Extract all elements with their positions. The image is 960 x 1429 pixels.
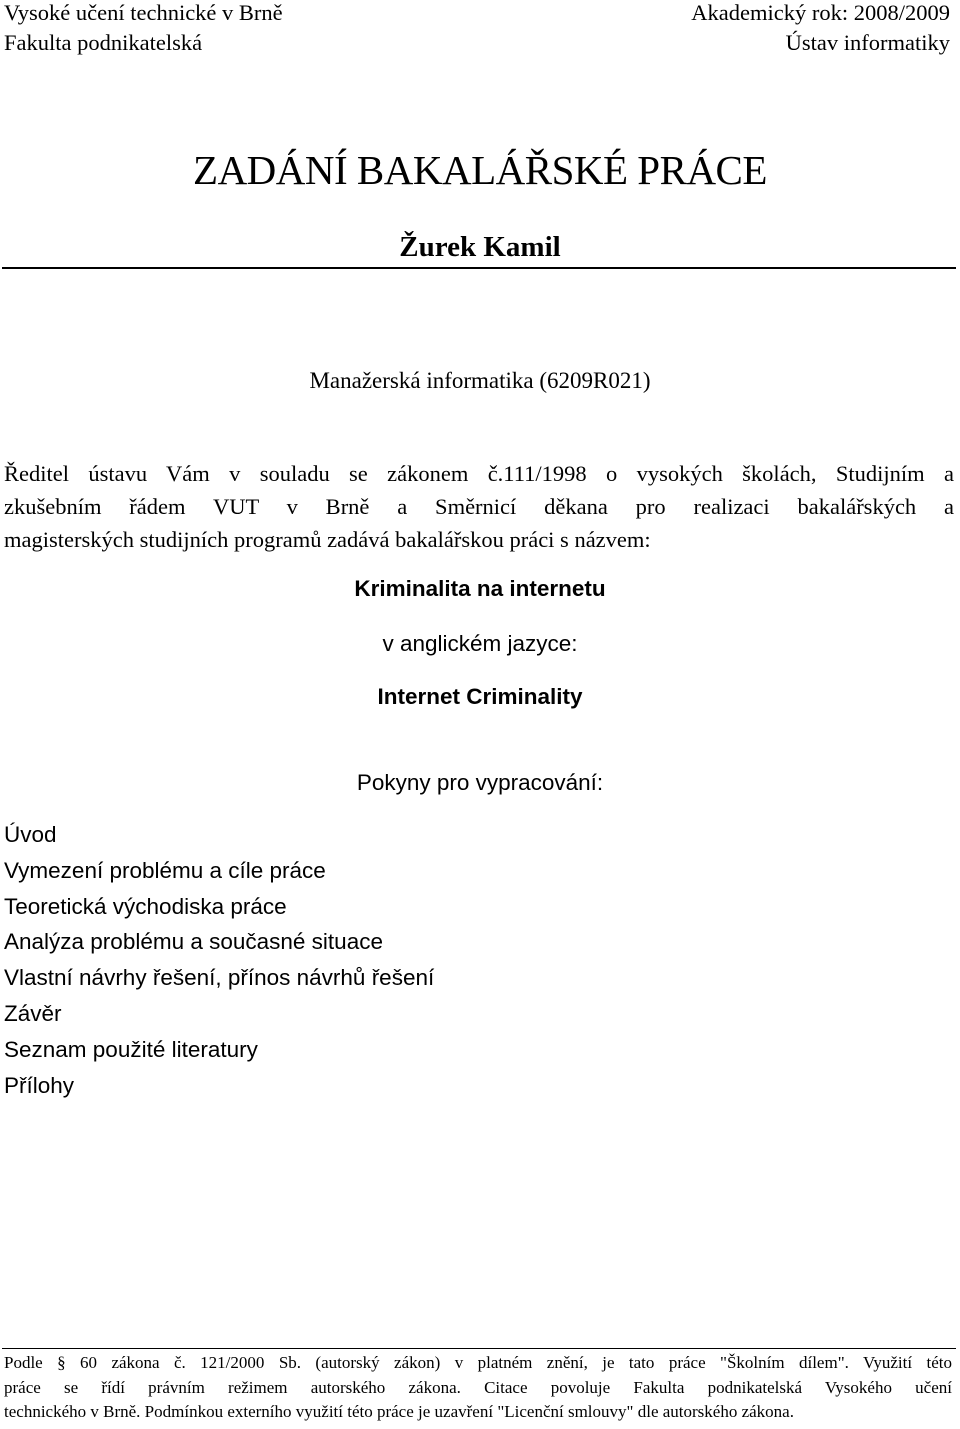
list-item: Závěr — [4, 1000, 62, 1026]
student-name: Žurek Kamil — [399, 231, 561, 263]
title-rule — [2, 267, 956, 269]
english-label: v anglickém jazyce: — [382, 631, 578, 656]
list-item: Analýza problému a současné situace — [4, 929, 383, 955]
list-item: Vlastní návrhy řešení, přínos návrhů řešení — [4, 965, 435, 991]
intro-line: zkušebním řádem VUT v Brně a Směrnicí děkana pro realizaci bakalářských a — [4, 494, 954, 519]
copyright-notice — [4, 1351, 952, 1425]
thesis-title-cz: Kriminalita na internetu — [354, 576, 606, 601]
academic-year: Akademický rok: 2008/2009 — [691, 0, 950, 25]
faculty-name: Fakulta podnikatelská — [4, 30, 203, 55]
instructions-heading: Pokyny pro vypracování: — [356, 770, 604, 795]
intro-line: Ředitel ústavu Vám v souladu se zákonem č.111/1998 o vysokých školách, Studijním a — [4, 461, 954, 486]
instructions-list — [4, 817, 434, 1103]
list-item: Úvod — [4, 822, 57, 847]
footer-line: Podle § 60 zákona č. 121/2000 Sb. (autorský zákon) v platném znění, je tato práce "Školním dílem". Využití této — [4, 1353, 952, 1372]
footer-line: technického v Brně. Podmínkou externího využití této práce je uzavření "Licenční smlouvy" dle autorského zákona. — [4, 1402, 794, 1421]
university-name: Vysoké učení technické v Brně — [4, 0, 283, 25]
list-item: Přílohy — [4, 1072, 75, 1098]
list-item: Vymezení problému a cíle práce — [4, 857, 326, 883]
document-title: ZADÁNÍ BAKALÁŘSKÉ PRÁCE — [193, 147, 767, 193]
thesis-title-en: Internet Criminality — [377, 684, 583, 709]
institute-name: Ústav informatiky — [785, 30, 950, 55]
footer-rule — [2, 1348, 956, 1349]
intro-paragraph — [4, 457, 954, 556]
list-item: Teoretická východiska práce — [4, 893, 287, 919]
list-item: Seznam použité literatury — [4, 1036, 258, 1062]
footer-line: práce se řídí právním režimem autorského zákona. Citace povoluje Fakulta podnikatelská Vysokého učení — [4, 1377, 952, 1397]
intro-line: magisterských studijních programů zadává bakalářskou práci s názvem: — [4, 527, 651, 552]
study-program: Manažerská informatika (6209R021) — [309, 368, 651, 393]
